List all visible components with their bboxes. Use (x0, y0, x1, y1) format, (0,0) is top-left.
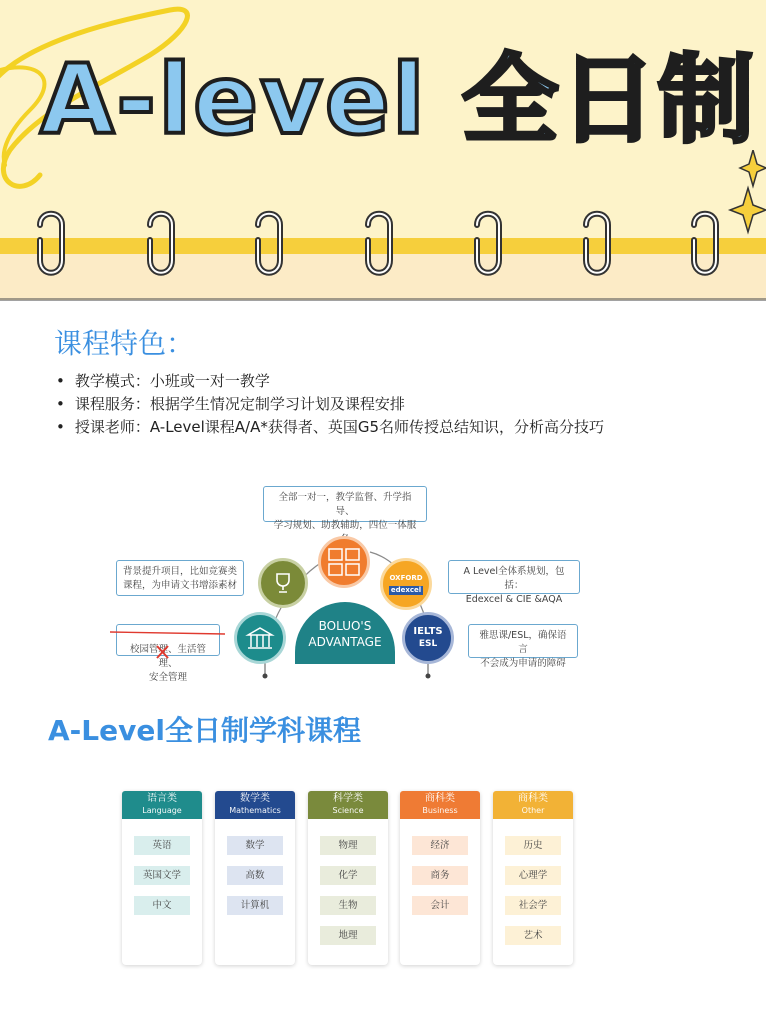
subject-category-en: Language (142, 806, 182, 815)
circle-competition (258, 558, 308, 608)
subject-category-en: Science (332, 806, 364, 815)
bubble-right-system: A Level全体系规划，包括： Edexcel & CIE &AQA (448, 560, 580, 594)
subject-item: 生物 (320, 896, 376, 915)
teaching-icon (327, 547, 361, 577)
subject-category: 数学类 (240, 793, 270, 804)
subject-item: 地理 (320, 926, 376, 945)
features-heading: 课程特色： (54, 327, 195, 360)
subject-item: 经济 (412, 836, 468, 855)
page-title: A-level 全日制 (40, 44, 757, 156)
feature-item: • 课程服务：根据学生情况定制学习计划及课程安排 (56, 393, 604, 416)
circle-one-on-one (318, 536, 370, 588)
subject-column-header (215, 791, 295, 819)
ring-icon (258, 214, 280, 273)
ring-icon (694, 214, 716, 273)
subject-column-header (493, 791, 573, 819)
center-line1: BOLUO'S (318, 619, 372, 633)
subject-item: 历史 (505, 836, 561, 855)
subject-column (493, 791, 573, 965)
subject-item: 高数 (227, 866, 283, 885)
bubble-top: 全部一对一，教学监督、升学指导、 学习规划、助教辅助，四位一体服 (263, 486, 427, 522)
oxford-label: OXFORD (389, 573, 423, 582)
subject-category-en: Other (521, 806, 545, 815)
campus-icon (245, 625, 275, 651)
ring-icon (150, 214, 172, 273)
circle-campus (234, 612, 286, 664)
subject-category-en: Business (422, 806, 458, 815)
edexcel-label: edexcel (390, 585, 422, 594)
subject-item: 社会学 (505, 896, 561, 915)
subject-category: 科学类 (333, 793, 363, 804)
subject-column-header (122, 791, 202, 819)
strike-mark (110, 624, 230, 664)
subjects-heading: A-Level全日制学科课程 (48, 714, 361, 747)
feature-item: • 教学模式：小班或一对一教学 (56, 370, 604, 393)
advantage-diagram (100, 480, 600, 685)
bubble-right-ielts: 雅思课/ESL，确保语言 不会成为申请的障碍 (468, 624, 578, 658)
subject-category: 语言类 (147, 793, 177, 804)
ielts-label: IELTS (413, 626, 443, 637)
subject-category: 商科类 (518, 793, 548, 804)
subject-category-en: Mathematics (229, 806, 281, 815)
bubble-left-background: 背景提升项目，比如竞赛类 课程，为申请文书增添素材 (116, 560, 244, 596)
circle-ielts (402, 612, 454, 664)
subject-item: 英国文学 (134, 866, 190, 885)
subject-item: 化学 (320, 866, 376, 885)
subject-column (215, 791, 295, 965)
circle-exam-boards (380, 558, 432, 610)
features-list (56, 370, 604, 439)
subject-item: 中文 (134, 896, 190, 915)
ring-icon (586, 214, 608, 273)
subject-item: 心理学 (505, 866, 561, 885)
subject-column-header (400, 791, 480, 819)
feature-item: • 授课老师：A-Level课程A/A*获得者、英国G5名师传授总结知识，分析高分技巧 (56, 416, 604, 439)
center-line2: ADVANTAGE (308, 635, 382, 649)
subject-item: 物理 (320, 836, 376, 855)
esl-label: ESL (418, 639, 438, 649)
subject-item: 计算机 (227, 896, 283, 915)
subject-column-header (308, 791, 388, 819)
subject-category: 商科类 (425, 793, 455, 804)
page-edge-divider (0, 298, 766, 301)
binder-rings (0, 205, 766, 285)
ring-icon (477, 214, 499, 273)
subject-column (400, 791, 480, 965)
subject-item: 会计 (412, 896, 468, 915)
ring-icon (40, 214, 62, 273)
subject-item: 英语 (134, 836, 190, 855)
ring-icon (368, 214, 390, 273)
subject-column (308, 791, 388, 965)
management-text: 校园管理、生活管理、 安全管理 (129, 644, 206, 683)
trophy-icon (271, 571, 295, 595)
subject-column (122, 791, 202, 965)
subject-item: 数学 (227, 836, 283, 855)
subject-item: 商务 (412, 866, 468, 885)
subject-item: 艺术 (505, 926, 561, 945)
